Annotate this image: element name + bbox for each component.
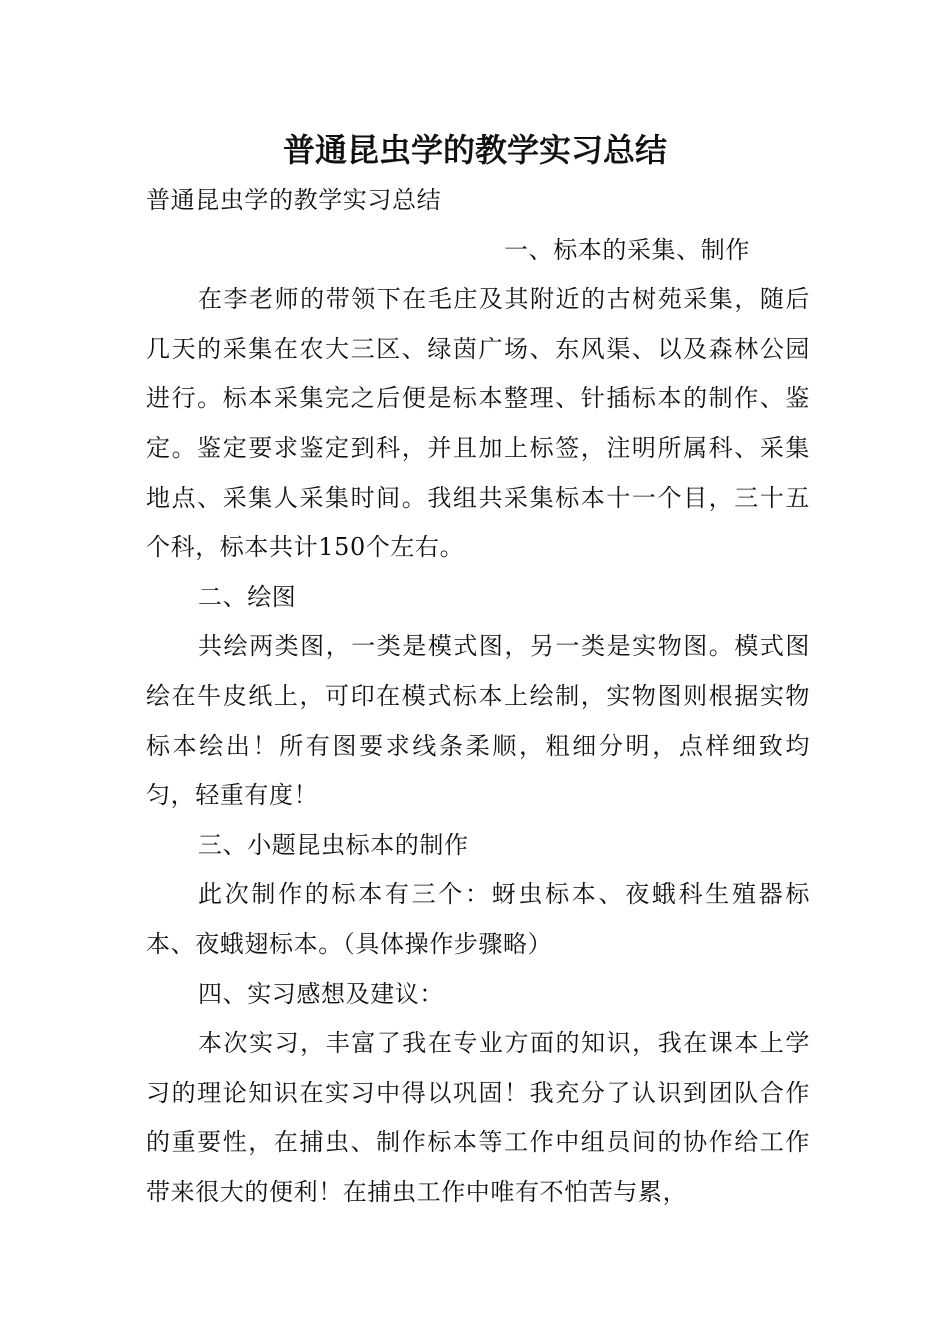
- paragraph-2: 共绘两类图，一类是模式图，另一类是实物图。模式图绘在牛皮纸上，可印在模式标本上绘制，实物图则根据实物标本绘出！所有图要求线条柔顺，粗细分明，点样细致均匀，轻重有度！: [146, 632, 810, 810]
- section-heading-1: 一、标本的采集、制作: [504, 235, 750, 264]
- section-heading-3: 三、小题昆虫标本的制作: [198, 830, 469, 859]
- paragraph-4: 本次实习，丰富了我在专业方面的知识，我在课本上学习的理论知识在实习中得以巩固！我充分了认识到团队合作的重要性，在捕虫、制作标本等工作中组员间的协作给工作带来很大的便利！在捕虫工作中唯有不怕苦与累，: [146, 1029, 810, 1206]
- section-heading-4: 四、实习感想及建议：: [198, 979, 444, 1008]
- document-body: [146, 176, 810, 1217]
- paragraph-3: 此次制作的标本有三个：蚜虫标本、夜蛾科生殖器标本、夜蛾翅标本。（具体操作步骤略）: [146, 880, 810, 958]
- paragraph-1: 在李老师的带领下在毛庄及其附近的古树苑采集，随后几天的采集在农大三区、绿茵广场、东风渠、以及森林公园进行。标本采集完之后便是标本整理、针插标本的制作、鉴定。鉴定要求鉴定到科，并且加上标签，注明所属科、采集地点、采集人采集时间。我组共采集标本十一个目，三十五个科，标本共计150个左右。: [146, 285, 810, 562]
- document-subtitle: 普通昆虫学的教学实习总结: [146, 186, 442, 214]
- document-title: 普通昆虫学的教学实习总结: [282, 131, 667, 169]
- section-heading-2: 二、绘图: [198, 582, 297, 611]
